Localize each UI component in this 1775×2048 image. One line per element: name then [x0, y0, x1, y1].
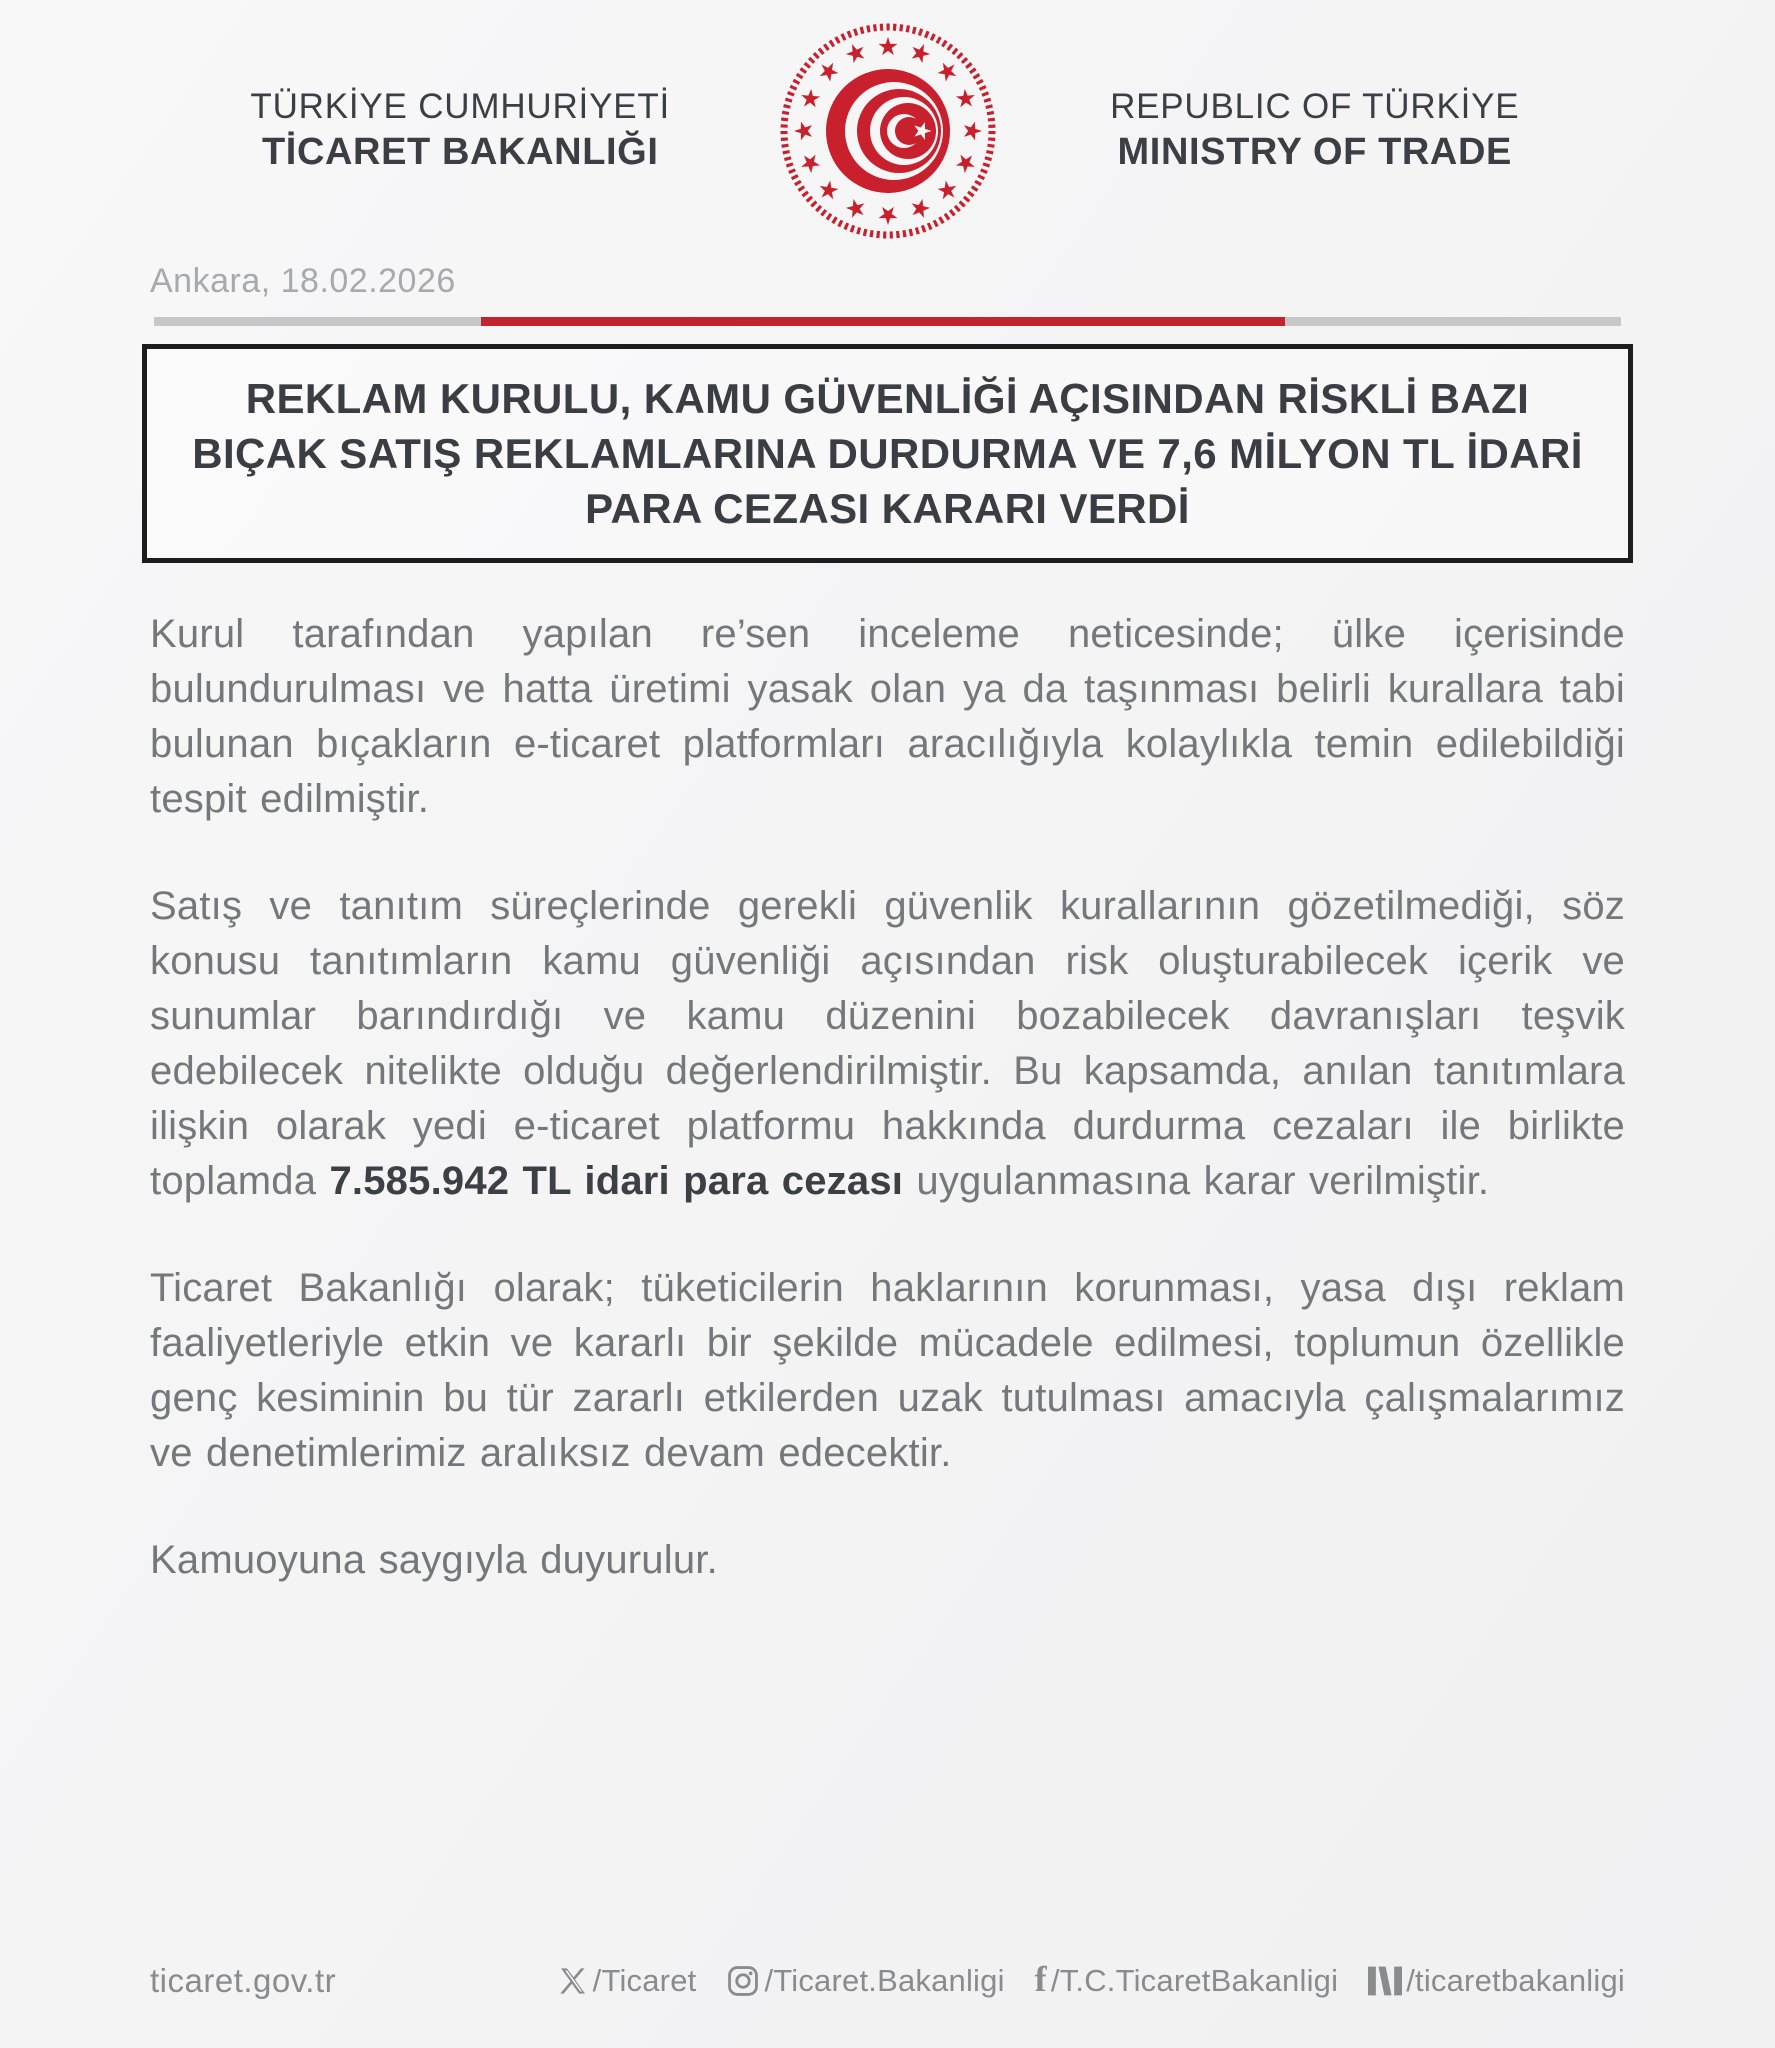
title-box: [142, 344, 1633, 563]
paragraph-2-tail: uygulanmasına karar verilmiştir.: [903, 1159, 1490, 1204]
paragraph-2-lead: Satış ve tanıtım süreçlerinde gerekli güvenlik kurallarının gözetilmediği, söz konusu tanıtımların kamu güvenliği açısından risk oluşturabilecek içerik ve sunumlar barındırdığı ve kamu düzenini bozabilecek davranışları teşvik edebilecek nitelikte olduğu değerlendirilmiştir. Bu kapsamda, anılan tanıtımlara ilişkin olarak yedi e-ticaret platformu hakkında durdurma cezaları ile birlikte toplamda: [150, 884, 1625, 1204]
header-right-block: [1005, 85, 1626, 176]
nsosyal-icon: [1368, 1966, 1402, 1996]
social-facebook-handle: /T.C.TicaretBakanligi: [1050, 1963, 1339, 1998]
divider-bar: [154, 317, 1621, 326]
ministry-of-trade-emblem-icon: [771, 14, 1005, 248]
social-x-handle: /Ticaret: [592, 1963, 697, 1998]
page-title: REKLAM KURULU, KAMU GÜVENLİĞİ AÇISINDAN RİSKLİ BAZI BIÇAK SATIŞ REKLAMLARINA DURDURMA VE 7,6 MİLYON TL İDARİ PARA CEZASI KARARI VERDİ: [192, 375, 1583, 533]
social-instagram[interactable]: [726, 1963, 1004, 1999]
fine-amount: 7.585.942 TL idari para cezası: [329, 1159, 904, 1204]
dateline: Ankara, 18.02.2026: [150, 262, 456, 300]
paragraph-2: [150, 879, 1625, 1209]
x-icon: [557, 1965, 589, 1997]
facebook-icon: f: [1034, 1959, 1047, 1999]
header-right-line2: MINISTRY OF TRADE: [1117, 131, 1512, 174]
header-left-line2: TİCARET BAKANLIĞI: [261, 131, 659, 174]
paragraph-3: Ticaret Bakanlığı olarak; tüketicilerin haklarının korunması, yasa dışı reklam faaliyetleriyle etkin ve kararlı bir şekilde mücadele edilmesi, toplumun özellikle genç kesiminin bu tür zararlı etkilerden uzak tutulması amacıyla çalışmalarımız ve denetimlerimiz aralıksız devam edecektir.: [150, 1266, 1625, 1476]
social-facebook[interactable]: [1034, 1959, 1339, 1999]
closing-line: Kamuoyuna saygıyla duyurulur.: [150, 1538, 718, 1583]
social-x[interactable]: [557, 1963, 697, 1999]
header-right-line1: REPUBLIC OF TÜRKİYE: [1110, 87, 1520, 127]
social-links: [557, 1959, 1625, 1999]
instagram-icon: [726, 1964, 760, 1998]
social-nsosyal[interactable]: [1368, 1963, 1625, 1999]
website-link[interactable]: ticaret.gov.tr: [150, 1962, 337, 1999]
social-instagram-handle: /Ticaret.Bakanligi: [764, 1963, 1005, 1998]
body-text: [150, 607, 1625, 1588]
header: [150, 0, 1625, 248]
social-nsosyal-handle: /ticaretbakanligi: [1406, 1963, 1625, 1998]
header-left-block: [150, 85, 771, 176]
divider-accent: [481, 317, 1285, 326]
paragraph-1: Kurul tarafından yapılan re’sen inceleme neticesinde; ülke içerisinde bulundurulması ve hatta üretimi yasak olan ya da taşınması belirli kurallara tabi bulunan bıçakların e-ticaret platformları aracılığıyla kolaylıkla temin edilebildiği tespit edilmiştir.: [150, 612, 1625, 822]
footer: [150, 1959, 1625, 2000]
header-left-line1: TÜRKİYE CUMHURİYETİ: [250, 87, 671, 127]
